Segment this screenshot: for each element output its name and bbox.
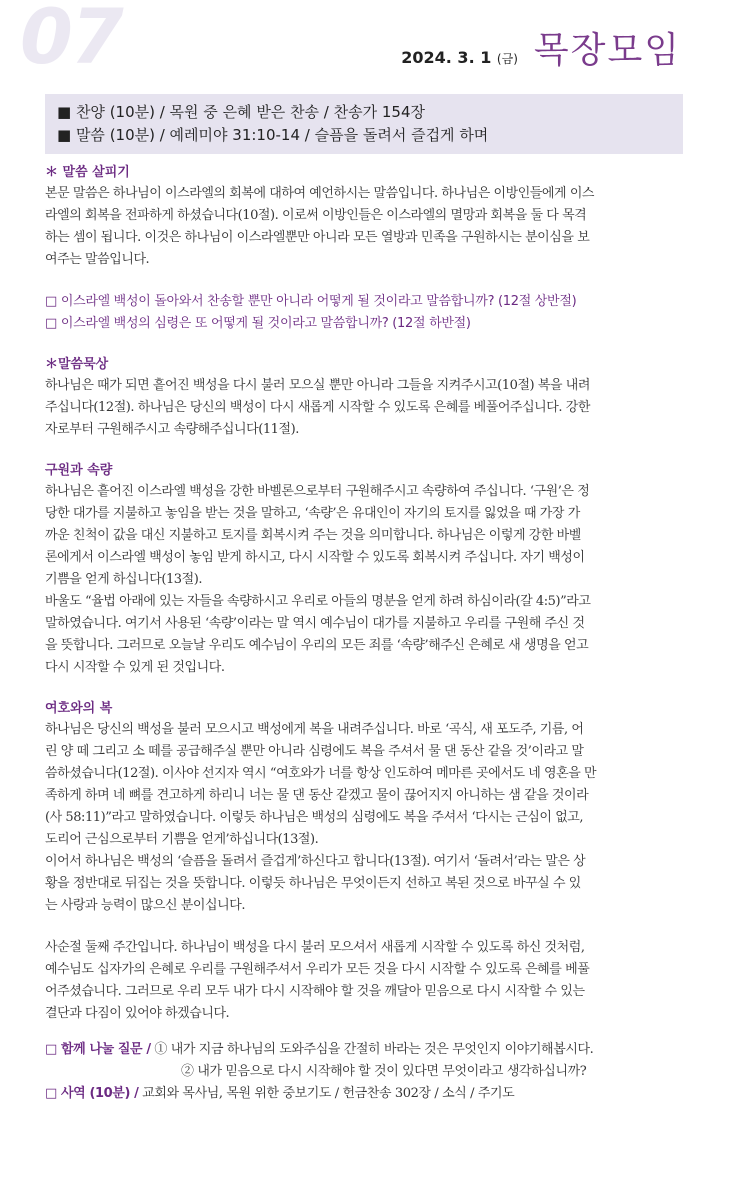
text-line: 다시 시작할 수 있게 된 것입니다. (45, 660, 225, 675)
text-line: 까운 친척이 값을 대신 지불하고 토지를 회복시켜 주는 것을 의미합니다. 하나님은 이렇게 강한 바벨 (45, 528, 581, 543)
salvation-text (45, 481, 685, 679)
meeting-date (401, 48, 518, 73)
question-2: □ 이스라엘 백성의 심령은 또 어떻게 될 것이라고 말씀합니까? (12절 하반절) (45, 316, 471, 331)
agenda-praise: ■ 찬양 (10분) / 목원 중 은혜 받은 찬송 / 찬송가 154장 (57, 103, 425, 121)
text-line: 여주는 말씀입니다. (45, 252, 150, 267)
blessing-text (45, 719, 685, 917)
text-line: 씀하셨습니다(12절). 이사야 선지자 역시 “여호와가 너를 항상 인도하여 메마른 곳에서도 네 영혼을 만 (45, 766, 597, 781)
text-line: 자로부터 구원해주시고 속량해주십니다(11절). (45, 422, 299, 437)
salvation-title: 구원과 속량 (45, 463, 113, 478)
text-line: 하는 셈이 됩니다. 이것은 하나님이 이스라엘뿐만 아니라 모든 열방과 민족을 구원하시는 분이심을 보 (45, 230, 590, 245)
text-line: 어주셨습니다. 그러므로 우리 모두 내가 다시 시작해야 할 것을 깨달아 믿음으로 다시 시작할 수 있는 (45, 984, 585, 999)
main-content (45, 163, 685, 1105)
text-line: 사순절 둘째 주간입니다. 하나님이 백성을 다시 불러 모으셔서 새롭게 시작할 수 있도록 하신 것처럼, (45, 940, 585, 955)
share-questions (45, 1039, 685, 1061)
share-question-1: ① 내가 지금 하나님의 도와주심을 간절히 바라는 것은 무엇인지 이야기해봅시다. (154, 1042, 594, 1057)
share-question-2: ② 내가 믿음으로 다시 시작해야 할 것이 있다면 무엇이라고 생각하십니까? (181, 1064, 587, 1079)
agenda-word: ■ 말씀 (10분) / 예레미야 31:10-14 / 슬픔을 돌려서 즐겁게 하며 (57, 126, 489, 144)
text-line: 하나님은 흩어진 이스라엘 백성을 강한 바벨론으로부터 구원해주시고 속량하여 주십니다. ‘구원’은 정 (45, 484, 590, 499)
meditation-title: ＊말씀묵상 (45, 357, 109, 372)
text-line: 본문 말씀은 하나님이 이스라엘의 회복에 대하여 예언하시는 말씀입니다. 하나님은 이방인들에게 이스 (45, 186, 595, 201)
text-line: 당한 대가를 지불하고 놓임을 받는 것을 말하고, ‘속량’은 유대인이 자기의 토지를 잃었을 때 가장 가 (45, 506, 580, 521)
text-line: 론에게서 이스라엘 백성이 놓임 받게 하시고, 다시 시작할 수 있도록 회복시켜 주십니다. 자기 백성이 (45, 550, 585, 565)
text-line: 하나님은 당신의 백성을 불러 모으시고 백성에게 복을 내려주십니다. 바로 ‘곡식, 새 포도주, 기름, 어 (45, 722, 584, 737)
text-line: 린 양 떼 그리고 소 떼를 공급해주실 뿐만 아니라 심령에도 복을 주셔서 물 댄 동산 같을 것’이라고 말 (45, 744, 584, 759)
closing-text (45, 937, 685, 1025)
text-line: 족하게 하며 네 뼈를 견고하게 하리니 너는 물 댄 동산 같겠고 물이 끊어지지 아니하는 샘 같을 것이라 (45, 788, 589, 803)
date-text: 2024. 3. 1 (401, 48, 492, 67)
text-line: 결단과 다짐이 있어야 하겠습니다. (45, 1006, 230, 1021)
text-line: 말하였습니다. 여기서 사용된 ‘속량’이라는 말 역시 예수님이 대가를 지불하고 우리를 구원해 주신 것 (45, 616, 585, 631)
text-line: (사 58:11)”라고 말하였습니다. 이렇듯 하나님은 백성의 심령에도 복을 주셔서 ‘다시는 근심이 없고, (45, 810, 584, 825)
text-line: 이어서 하나님은 백성의 ‘슬픔을 돌려서 즐겁게’하신다고 합니다(13절). 여기서 ‘돌려서’라는 말은 상 (45, 854, 586, 869)
text-line: 바울도 “율법 아래에 있는 자들을 속량하시고 우리로 아들의 명분을 얻게 하려 하심이라(갈 4:5)”라고 (45, 594, 591, 609)
text-line: 을 뜻합니다. 그러므로 오늘날 우리도 예수님이 우리의 모든 죄를 ‘속량’해주신 은혜로 새 생명을 얻고 (45, 638, 589, 653)
service-text: 교회와 목사님, 목원 위한 중보기도 / 헌금찬송 302장 / 소식 / 주기도 (142, 1086, 515, 1101)
text-line: 는 사랑과 능력이 많으신 분이십니다. (45, 898, 246, 913)
page-number: 07 (20, 0, 122, 81)
text-line: 주십니다(12절). 하나님은 당신의 백성이 다시 새롭게 시작할 수 있도록 은혜를 베풀어주십니다. 강한 (45, 400, 590, 415)
meditation-text (45, 375, 685, 441)
page-title: 목장모임 (533, 30, 681, 71)
text-line: 라엘의 회복을 전파하게 하셨습니다(10절). 이로써 이방인들은 이스라엘의 멸망과 회복을 둘 다 목격 (45, 208, 587, 223)
service-row (45, 1083, 685, 1105)
page-header (401, 22, 681, 73)
text-line: 예수님도 십자가의 은혜로 우리를 구원해주셔서 우리가 모든 것을 다시 시작할 수 있도록 은혜를 베풀 (45, 962, 590, 977)
agenda-banner (45, 94, 683, 154)
text-line: 도리어 근심으로부터 기쁨을 얻게’하십니다(13절). (45, 832, 319, 847)
weekday-text: (금) (496, 52, 518, 66)
blessing-title: 여호와의 복 (45, 701, 113, 716)
overview-title: ＊ 말씀 살피기 (45, 165, 130, 180)
service-label: □ 사역 (10분) / (45, 1086, 139, 1101)
share-label: □ 함께 나눌 질문 / (45, 1042, 151, 1057)
question-1: □ 이스라엘 백성이 돌아와서 찬송할 뿐만 아니라 어떻게 될 것이라고 말씀합니까? (12절 상반절) (45, 294, 577, 309)
text-line: 기쁨을 얻게 하십니다(13절). (45, 572, 203, 587)
text-line: 하나님은 때가 되면 흩어진 백성을 다시 불러 모으실 뿐만 아니라 그들을 지켜주시고(10절) 복을 내려 (45, 378, 590, 393)
overview-text (45, 183, 685, 271)
text-line: 황을 정반대로 뒤집는 것을 뜻합니다. 이렇듯 하나님은 무엇이든지 선하고 복된 것으로 바꾸실 수 있 (45, 876, 581, 891)
